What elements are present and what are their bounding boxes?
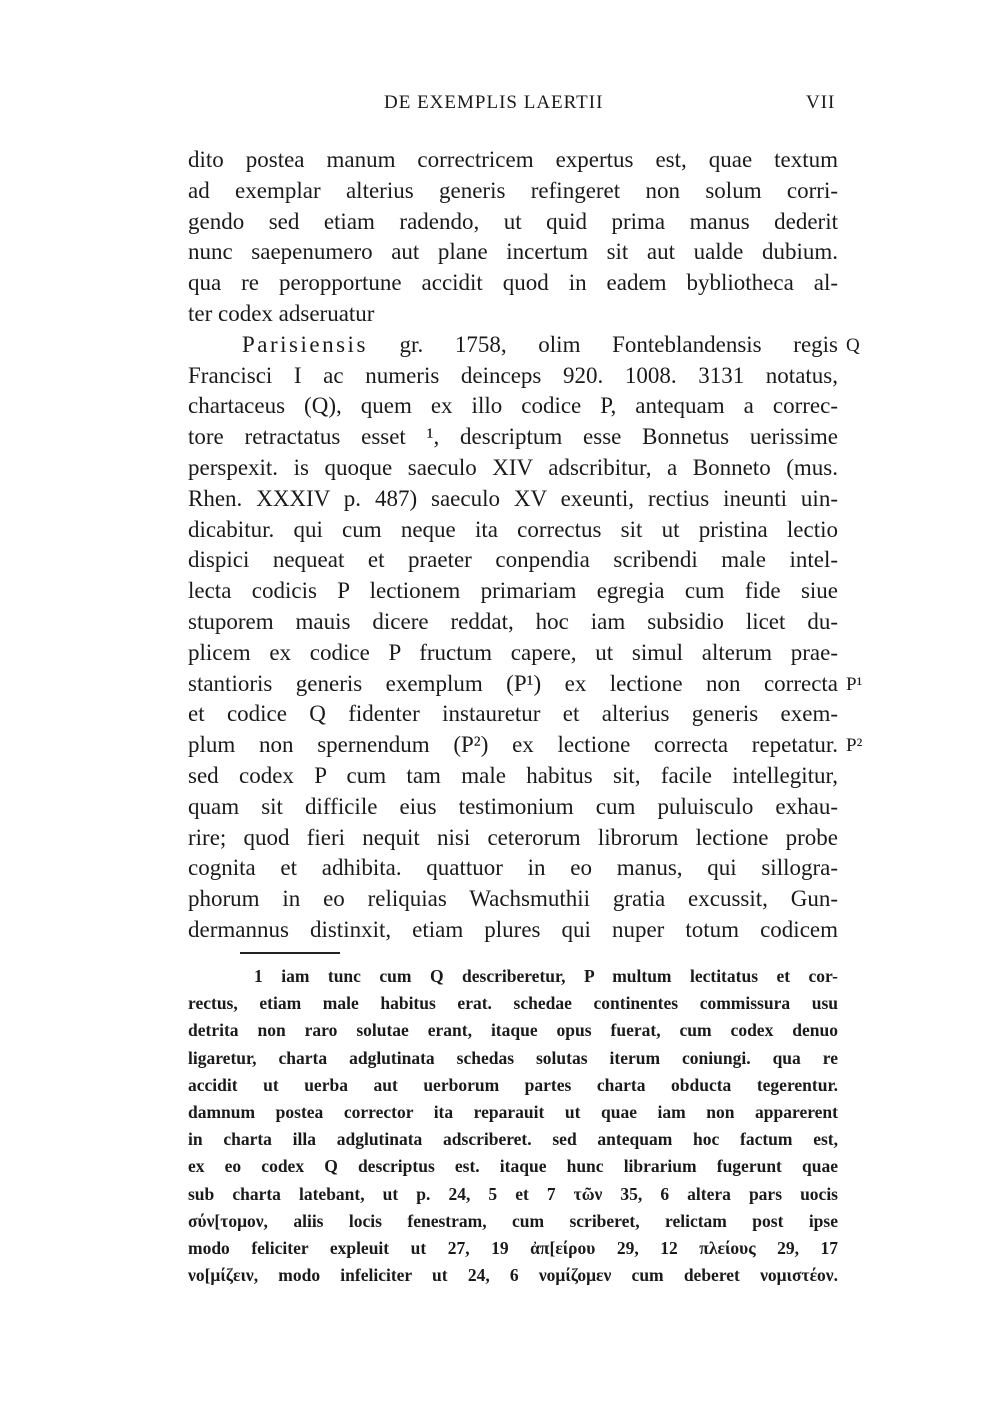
margin-siglum: P¹: [846, 673, 863, 695]
footnote-line: damnum postea corrector ita reparauit ut quae iam non apparerent: [188, 1102, 838, 1122]
footnote-line: νο[μίζειν, modo infeliciter ut 24, 6 νομίζομεν cum deberet νομιστέον.: [188, 1265, 838, 1286]
body-line: tore retractatus esset ¹, descriptum esse Bonnetus uerissime: [188, 424, 838, 450]
footnote-line: modo feliciter expleuit ut 27, 19 ἀπ[είρου 29, 12 πλείους 29, 17: [188, 1238, 838, 1258]
body-line: plum non spernendum (P²) ex lectione correcta repetatur.: [188, 732, 838, 758]
running-title: DE EXEMPLIS LAERTII: [384, 92, 604, 113]
body-line: et codice Q fidenter instauretur et alterius generis exem-: [188, 701, 838, 727]
body-line: dicabitur. qui cum neque ita correctus sit ut pristina lectio: [188, 516, 838, 542]
footnote-line: 1 iam tunc cum Q describeretur, P multum lectitatus et cor-: [254, 966, 838, 986]
body-line: chartaceus (Q), quem ex illo codice P, antequam a correc-: [188, 393, 838, 419]
footnote-line: detrita non raro solutae erant, itaque opus fuerat, cum codex denuo: [188, 1020, 838, 1041]
body-line: phorum in eo reliquias Wachsmuthii gratia excussit, Gun-: [188, 886, 838, 912]
body-line: lecta codicis P lectionem primariam egregia cum fide siue: [188, 578, 838, 604]
body-line: stantioris generis exemplum (P¹) ex lectione non correcta: [188, 670, 838, 696]
page-number: VII: [806, 92, 836, 113]
body-line: perspexit. is quoque saeculo XIV adscribitur, a Bonneto (mus.: [188, 455, 838, 480]
body-line: ter codex adseruatur: [188, 301, 375, 326]
body-line: quam sit difficile eius testimonium cum puluisculo exhau-: [188, 793, 838, 819]
body-line: sed codex P cum tam male habitus sit, facile intellegitur,: [188, 763, 838, 788]
body-line: nunc saepenumero aut plane incertum sit aut ualde dubium.: [188, 239, 838, 265]
body-line: Rhen. XXXIV p. 487) saeculo XV exeunti, rectius ineunti uin-: [188, 485, 838, 511]
body-line: Parisiensis gr. 1758, olim Fonteblandensis regis: [242, 331, 838, 357]
body-line: plicem ex codice P fructum capere, ut simul alterum prae-: [188, 639, 838, 665]
body-line: dermannus distinxit, etiam plures qui nuper totum codicem: [188, 917, 838, 942]
footnote-line: in charta illa adglutinata adscriberet. sed antequam hoc factum est,: [188, 1129, 838, 1150]
body-line: stuporem mauis dicere reddat, hoc iam subsidio licet du-: [188, 609, 838, 634]
footnote-line: accidit ut uerba aut uerborum partes charta obducta tegerentur.: [188, 1074, 838, 1095]
body-line: qua re peropportune accidit quod in eadem bybliotheca al-: [188, 270, 838, 296]
footnote-line: σύν[τομον, aliis locis fenestram, cum scriberet, relictam post ipse: [188, 1210, 838, 1231]
body-line: gendo sed etiam radendo, ut quid prima manus dederit: [188, 208, 838, 234]
footnote-line: ligaretur, charta adglutinata schedas solutas iterum coniungi. qua re: [188, 1047, 838, 1068]
body-line: cognita et adhibita. quattuor in eo manus, qui sillogra-: [188, 855, 838, 881]
footnote-line: sub charta latebant, ut p. 24, 5 et 7 τῶν 35, 6 altera pars uocis: [188, 1183, 838, 1204]
margin-siglum: Q: [846, 334, 860, 356]
body-line: ad exemplar alterius generis refingeret non solum corri-: [188, 177, 838, 203]
footnote-separator: [240, 952, 340, 954]
margin-siglum: P²: [846, 735, 863, 757]
body-line: Francisci I ac numeris deinceps 920. 1008. 3131 notatus,: [188, 362, 838, 388]
body-line: rire; quod fieri nequit nisi ceterorum librorum lectione probe: [188, 824, 838, 850]
footnote-line: rectus, etiam male habitus erat. schedae continentes commissura usu: [188, 993, 838, 1014]
body-line: dito postea manum correctricem expertus est, quae textum: [188, 147, 838, 172]
body-line: dispici nequeat et praeter conpendia scribendi male intel-: [188, 547, 838, 573]
footnote-line: ex eo codex Q descriptus est. itaque hunc librarium fugerunt quae: [188, 1156, 838, 1177]
